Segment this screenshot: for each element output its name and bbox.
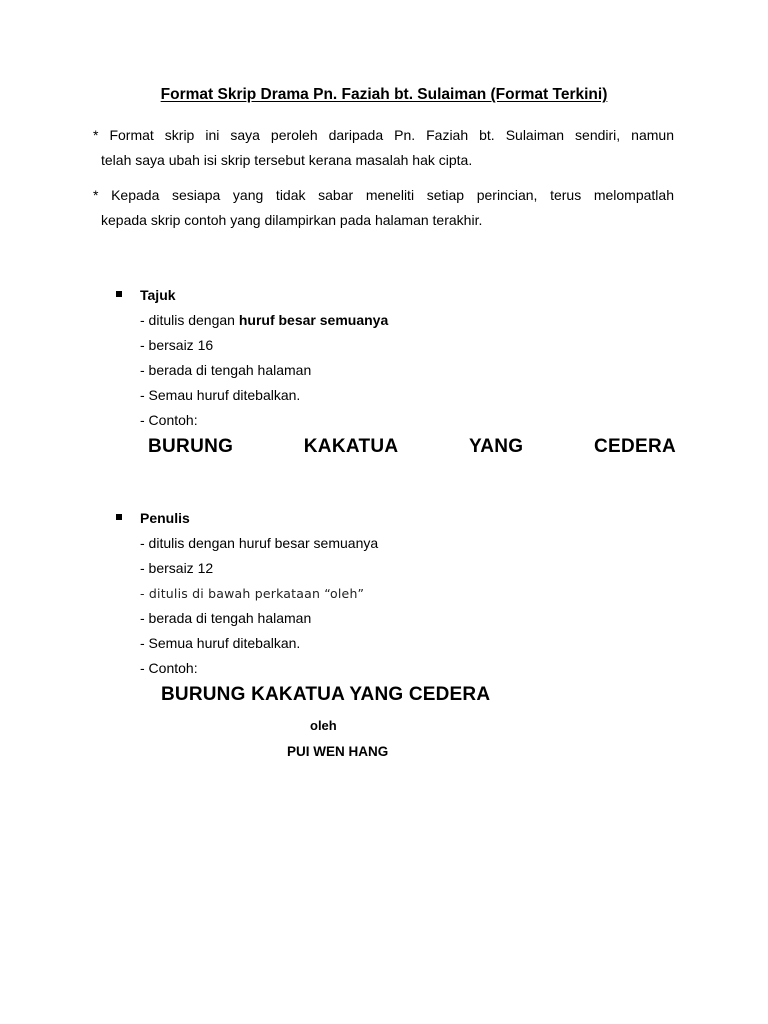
list-item: - bersaiz 16	[140, 337, 214, 353]
list-item: - ditulis dengan huruf besar semuanya	[140, 535, 379, 551]
note-paragraph-1	[93, 123, 674, 173]
section-penulis	[116, 506, 676, 681]
example-word: BURUNG	[148, 436, 234, 457]
author-example-name: PUI WEN HANG	[287, 744, 389, 759]
list-item	[140, 308, 676, 333]
example-word: CEDERA	[593, 436, 676, 457]
section-items	[116, 308, 676, 433]
list-item: - ditulis di bawah perkataan “oleh”	[140, 586, 365, 601]
note-1-line-2: telah saya ubah isi skrip tersebut kerana masalah hak cipta.	[101, 152, 473, 168]
section-items	[116, 531, 676, 681]
square-bullet-icon	[116, 291, 122, 297]
list-item: - bersaiz 12	[140, 560, 214, 576]
list-item-bold-text: huruf besar semuanya	[238, 312, 389, 328]
example-word: KAKATUA	[303, 436, 399, 457]
document-title: Format Skrip Drama Pn. Faziah bt. Sulaiman (Format Terkini)	[160, 86, 608, 103]
note-2-line-1: * Kepada sesiapa yang tidak sabar meneliti setiap perincian, terus melompatlah	[93, 187, 674, 203]
list-item-text: - ditulis dengan	[140, 312, 239, 328]
section-heading-row	[116, 283, 676, 308]
section-tajuk	[116, 283, 676, 433]
section-heading-row	[116, 506, 676, 531]
title-example	[148, 436, 676, 458]
example-word: YANG	[469, 436, 524, 457]
note-1-line-1: * Format skrip ini saya peroleh daripada Pn. Faziah bt. Sulaiman sendiri, namun	[93, 127, 674, 143]
square-bullet-icon	[116, 514, 122, 520]
author-example-by: oleh	[310, 718, 337, 733]
list-item: - berada di tengah halaman	[140, 610, 312, 626]
section-heading: Penulis	[140, 510, 190, 526]
list-item: - Contoh:	[140, 412, 198, 428]
note-paragraph-2	[93, 183, 674, 233]
list-item: - Contoh:	[140, 660, 198, 676]
list-item: - Semua huruf ditebalkan.	[140, 635, 301, 651]
list-item: - Semau huruf ditebalkan.	[140, 387, 301, 403]
note-2-line-2: kepada skrip contoh yang dilampirkan pada halaman terakhir.	[101, 212, 483, 228]
list-item: - berada di tengah halaman	[140, 362, 312, 378]
author-example-title: BURUNG KAKATUA YANG CEDERA	[161, 684, 491, 705]
section-heading: Tajuk	[140, 287, 176, 303]
